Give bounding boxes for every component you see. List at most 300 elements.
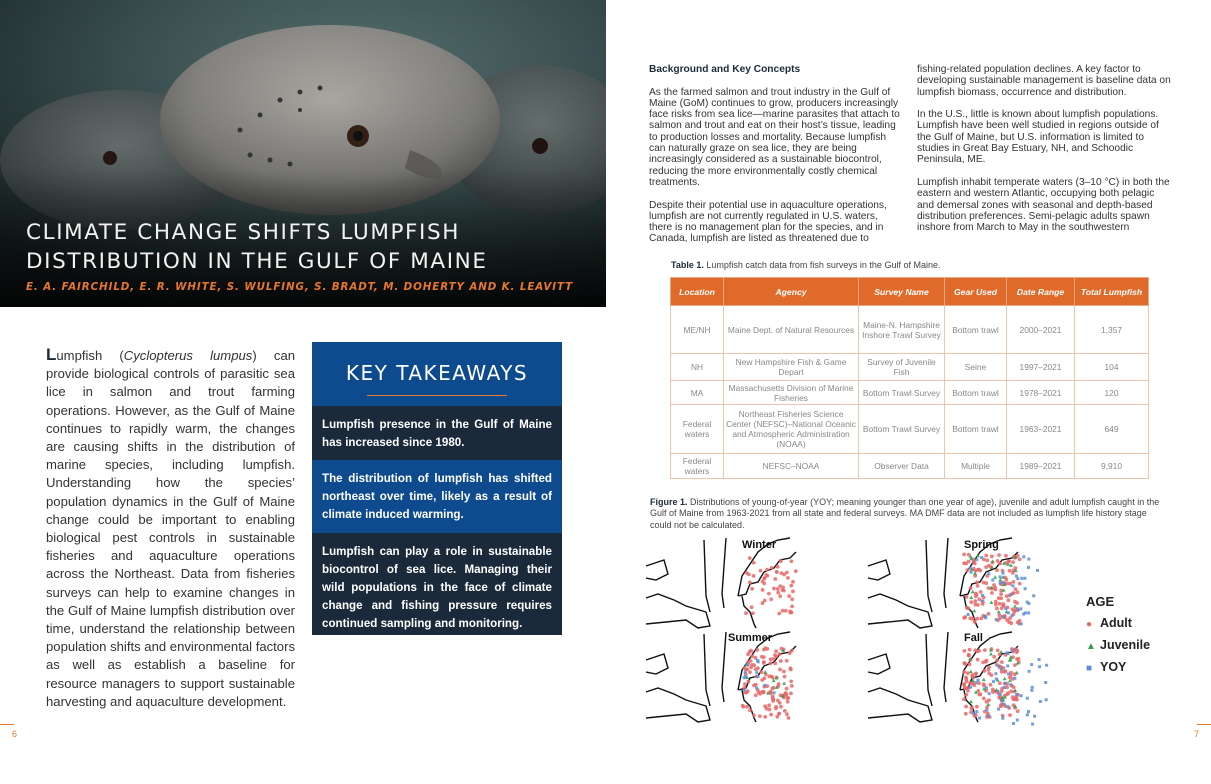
catch-point — [981, 594, 984, 597]
catch-point — [995, 607, 999, 611]
catch-point — [1036, 569, 1039, 572]
catch-point — [976, 584, 980, 588]
catch-point — [776, 587, 780, 591]
table-cell: NEFSC–NOAA — [724, 454, 859, 479]
catch-point — [1007, 672, 1010, 675]
catch-point — [773, 662, 777, 666]
catch-point — [1012, 649, 1015, 652]
age-legend — [1086, 594, 1150, 679]
catch-point — [965, 680, 969, 684]
table-row — [671, 454, 1149, 479]
legend-label-adult: Adult — [1100, 616, 1132, 630]
catch-point — [762, 661, 766, 665]
catch-point — [994, 603, 998, 607]
intro-paragraph — [46, 346, 295, 711]
catch-point — [769, 713, 773, 717]
catch-point — [790, 559, 794, 563]
table-cell: Bottom Trawl Survey — [859, 381, 945, 405]
catch-point — [990, 554, 994, 558]
catch-point — [778, 594, 782, 598]
catch-point — [977, 679, 980, 682]
catch-point — [1016, 609, 1019, 612]
right-page — [606, 0, 1211, 784]
catch-point — [1031, 686, 1034, 689]
catch-point — [972, 712, 975, 715]
table-cell: Seine — [945, 354, 1007, 381]
catch-point — [996, 649, 1000, 653]
catch-point — [969, 670, 973, 674]
catch-point — [1027, 611, 1030, 614]
catch-point — [966, 606, 970, 610]
catch-point — [991, 688, 995, 692]
catch-point — [1038, 665, 1041, 668]
catch-point — [1015, 575, 1018, 578]
table-cell: Bottom trawl — [945, 381, 1007, 405]
catch-point — [963, 662, 967, 666]
header-gear-used: Gear Used — [945, 278, 1007, 306]
catch-point — [785, 712, 789, 716]
catch-point — [1004, 682, 1007, 685]
catch-point — [767, 592, 771, 596]
catch-point — [760, 670, 764, 674]
coastline-outline — [646, 538, 796, 628]
catch-point — [981, 602, 985, 606]
hero-photo — [0, 0, 606, 307]
legend-label-yoy: YOY — [1100, 660, 1127, 674]
catch-point — [782, 589, 786, 593]
catch-point — [983, 669, 987, 673]
catch-point — [979, 617, 983, 621]
catch-point — [963, 649, 967, 653]
catch-point — [773, 653, 777, 657]
catch-point — [968, 648, 972, 652]
catch-point — [748, 708, 752, 712]
catch-point — [1003, 669, 1007, 673]
catch-point — [763, 715, 767, 719]
catch-point — [765, 568, 769, 572]
catch-point — [974, 672, 978, 676]
catch-point — [988, 692, 991, 695]
catch-point — [749, 666, 753, 670]
table-cell: Bottom Trawl Survey — [859, 405, 945, 454]
catch-point — [1018, 582, 1022, 586]
catch-point — [995, 568, 999, 572]
catch-point — [752, 663, 756, 667]
catch-point — [1022, 613, 1025, 616]
catch-point — [1022, 555, 1025, 558]
juvenile-triangle-icon: ▲ — [1086, 641, 1096, 652]
drop-cap: L — [46, 345, 57, 364]
catch-point — [969, 700, 973, 704]
catch-point — [752, 574, 756, 578]
catch-point — [987, 612, 991, 616]
catch-point — [1014, 587, 1018, 591]
catch-point — [1027, 558, 1030, 561]
table-cell: 1978–2021 — [1007, 381, 1075, 405]
catch-point — [992, 583, 996, 587]
catch-point — [1019, 607, 1022, 610]
catch-point — [964, 693, 968, 697]
catch-point — [989, 652, 993, 656]
title-underline — [367, 395, 507, 396]
catch-point — [758, 692, 762, 696]
catch-point — [962, 553, 966, 557]
catch-point — [997, 708, 1000, 711]
catch-point — [1020, 622, 1023, 625]
catch-point — [784, 609, 788, 613]
table-cell: 1963–2021 — [1007, 405, 1075, 454]
catch-point — [1006, 705, 1009, 708]
catch-point — [1003, 703, 1006, 706]
catch-point — [1028, 670, 1031, 673]
catch-point — [746, 652, 750, 656]
catch-point — [969, 567, 972, 570]
catch-point — [743, 676, 746, 679]
catch-point — [975, 593, 979, 597]
catch-point — [789, 692, 793, 696]
catch-point — [1001, 717, 1004, 720]
catch-point — [978, 692, 982, 696]
catch-point — [763, 646, 767, 650]
catch-point — [964, 712, 968, 716]
table-row — [671, 354, 1149, 381]
catch-point — [1002, 572, 1005, 575]
table-cell: New Hampshire Fish & Game Depart — [724, 354, 859, 381]
catch-point — [777, 682, 781, 686]
table-cell: 120 — [1075, 381, 1149, 405]
figure-caption-text: Distributions of young-of-year (YOY; meaning younger than one year of age), juvenile and adult lumpfish caught in the Gulf of Maine from 1963-2021 from all state and federal surveys. MA DMF data are not included as lumpfish life history stage could not be calculated. — [650, 497, 1160, 530]
catch-point — [770, 566, 774, 570]
text-column-1 — [649, 64, 903, 256]
catch-point — [782, 681, 786, 685]
catch-point — [1011, 607, 1015, 611]
catch-point — [763, 599, 767, 603]
catch-point — [1024, 587, 1027, 590]
catch-point — [991, 579, 994, 582]
catch-point — [1020, 577, 1023, 580]
table-caption-label: Table 1. — [671, 260, 704, 270]
catch-point — [982, 678, 986, 682]
catch-point — [763, 704, 767, 708]
table-cell: Massachusetts Division of Marine Fisheries — [724, 381, 859, 405]
catch-point — [999, 693, 1002, 696]
catch-point — [1010, 614, 1013, 617]
catch-point — [1023, 577, 1026, 580]
catch-point — [985, 659, 989, 663]
table-cell: Maine-N. Hampshire Inshore Trawl Survey — [859, 306, 945, 354]
catch-point — [772, 657, 776, 661]
header-survey-name: Survey Name — [859, 278, 945, 306]
catch-point — [997, 596, 1001, 600]
table-cell: Northeast Fisheries Science Center (NEFSC)–National Oceanic and Atmospheric Administration (NOAA) — [724, 405, 859, 454]
map-fall — [868, 632, 1048, 726]
catch-point — [1012, 697, 1016, 701]
catch-point — [971, 590, 975, 594]
catch-point — [779, 705, 783, 709]
catch-point — [1003, 581, 1006, 584]
paragraph-habitat: Lumpfish inhabit temperate waters (3–10 °C) in both the eastern and western Atlantic, occupying both pelagic and demersal zones with seasonal and depth-based distribution preferences. Semi-pelagic adults spawn inshore from March to May in the southwestern — [917, 176, 1170, 234]
catch-point — [976, 568, 980, 572]
header-date-range: Date Range — [1007, 278, 1075, 306]
catch-point — [1015, 693, 1018, 696]
catch-point — [774, 649, 778, 653]
catch-point — [750, 587, 754, 591]
catch-point — [979, 590, 983, 594]
catch-point — [763, 684, 766, 687]
takeaway-2: The distribution of lumpfish has shifted northeast over time, likely as a result of climate induced warming. — [312, 460, 562, 533]
catch-point — [1027, 566, 1030, 569]
catch-point — [975, 710, 978, 713]
catch-point — [997, 553, 1001, 557]
catch-point — [970, 706, 974, 710]
catch-point — [1045, 664, 1048, 667]
catch-point — [1005, 692, 1009, 696]
catch-point — [1015, 649, 1019, 653]
catch-point — [756, 666, 760, 670]
catch-point — [1012, 722, 1015, 725]
catch-point — [995, 659, 999, 663]
catch-point — [1013, 677, 1016, 680]
text-column-2 — [917, 64, 1171, 245]
catch-point — [980, 556, 983, 559]
catch-point — [786, 700, 790, 704]
intro-text-body: ) can provide biological controls of parasitic sea lice in salmon and trout farming operations. However, as the Gulf of Maine continues to rapidly warm, the changes are causing shifts in the distribution of marine species, including lumpfish. Understanding how the species’ population dynamics in the Gulf of Maine change could be important to enabling biological pest controls in sustainable fisheries and aquaculture operations across the Northeast. Data from fisheries surveys can help to examine changes in the Gulf of Maine lumpfish distribution over time, understand the relationship between population shifts and environmental factors as well as establish a baseline for resource managers to support sustainable harvesting and aquaculture development. — [46, 348, 296, 709]
catch-point — [777, 712, 781, 716]
table-cell: Maine Dept. of Natural Resources — [724, 306, 859, 354]
figure-caption — [650, 497, 1170, 531]
table-cell: 2000–2021 — [1007, 306, 1075, 354]
catch-point — [1032, 594, 1035, 597]
paragraph-regulation: Despite their potential use in aquaculture operations, lumpfish are not currently regulated in U.S. waters, there is no management plan for the species, and in Canada, lumpfish are listed as threatened due to — [649, 199, 887, 245]
takeaway-3: Lumpfish can play a role in sustainable biocontrol of sea lice. Managing their wild populations in the face of climate change and fishing pressure requires continued sampling and monitoring. — [312, 533, 562, 635]
table-cell: Survey of Juvenile Fish — [859, 354, 945, 381]
table-cell: Observer Data — [859, 454, 945, 479]
catch-point — [752, 561, 756, 565]
catch-point — [787, 594, 791, 598]
catch-point — [1045, 698, 1048, 701]
catch-point — [764, 573, 768, 577]
catch-point — [1016, 577, 1019, 580]
table-row — [671, 381, 1149, 405]
table-cell: NH — [671, 354, 724, 381]
catch-point — [969, 600, 973, 604]
catch-point — [998, 602, 1002, 606]
catch-point — [1000, 689, 1004, 693]
article-title-line-1: CLIMATE CHANGE SHIFTS LUMPFISH — [26, 220, 460, 245]
catch-point — [1001, 615, 1004, 618]
catch-point — [1005, 578, 1009, 582]
map-label-summer: Summer — [728, 632, 773, 644]
paragraph-us-knowledge: In the U.S., little is known about lumpfish populations. Lumpfish have been well studied in regions outside of the Gulf of Maine, but U.S. information is limited to studies in Great Bay Estuary, NH, and Schoodic Peninsula, ME. — [917, 109, 1159, 166]
catch-point — [969, 596, 973, 600]
catch-point — [997, 664, 1000, 667]
catch-point — [788, 611, 792, 615]
catch-point — [994, 672, 997, 675]
intro-text-start: umpfish ( — [56, 348, 124, 363]
catch-point — [773, 577, 777, 581]
catch-point — [748, 581, 752, 585]
catch-point — [967, 653, 971, 657]
catch-point — [990, 591, 994, 595]
catch-point — [1026, 601, 1029, 604]
catch-point — [747, 680, 751, 684]
table-row — [671, 405, 1149, 454]
catch-point — [1000, 699, 1003, 702]
catch-point — [741, 704, 745, 708]
catch-point — [743, 689, 746, 692]
catch-point — [969, 586, 973, 590]
table-cell: MA — [671, 381, 724, 405]
catch-point — [758, 714, 762, 718]
catch-point — [1009, 621, 1013, 625]
catch-point — [1016, 620, 1020, 624]
catch-point — [755, 687, 758, 690]
catch-point — [995, 677, 998, 680]
catch-point — [786, 576, 790, 580]
coastline-outline — [868, 538, 1018, 628]
catch-point — [755, 648, 759, 652]
catch-point — [1008, 582, 1012, 586]
catch-point — [975, 558, 978, 561]
paragraph-baseline: fishing-related population declines. A key factor to developing sustainable management is baseline data on lumpfish biomass, occurrence and distribution. — [917, 64, 1171, 98]
catch-point — [1015, 657, 1019, 661]
catch-point — [1038, 658, 1041, 661]
catch-point — [962, 683, 966, 687]
catch-point — [993, 575, 997, 579]
catch-point — [987, 715, 990, 718]
catch-point — [750, 605, 754, 609]
takeaway-1: Lumpfish presence in the Gulf of Maine has increased since 1980. — [312, 406, 562, 460]
table-caption — [671, 260, 940, 270]
catch-point — [1007, 598, 1011, 602]
catch-point — [965, 595, 969, 599]
catch-point — [789, 680, 793, 684]
catch-point — [976, 658, 980, 662]
catch-point — [752, 713, 756, 717]
catch-point — [974, 603, 978, 607]
article-title — [26, 218, 586, 276]
table-cell: 9,910 — [1075, 454, 1149, 479]
table-row — [671, 306, 1149, 354]
catch-point — [756, 675, 759, 678]
catch-point — [987, 572, 990, 575]
catch-point — [770, 675, 774, 679]
catch-point — [1039, 700, 1042, 703]
catch-point — [999, 575, 1002, 578]
catch-point — [762, 676, 766, 680]
catch-point — [776, 591, 780, 595]
catch-point — [783, 709, 787, 713]
catch-point — [992, 680, 995, 683]
catch-point — [743, 666, 747, 670]
catch-point — [1026, 713, 1029, 716]
legend-item-juvenile — [1086, 635, 1150, 657]
catch-point — [778, 652, 782, 656]
catch-point — [754, 693, 758, 697]
catch-point — [984, 565, 988, 569]
article-title-line-2: DISTRIBUTION IN THE GULF OF MAINE — [26, 249, 488, 274]
catch-point — [985, 686, 988, 689]
table-cell: Multiple — [945, 454, 1007, 479]
catch-point — [776, 565, 780, 569]
lumpfish-catch-table — [670, 277, 1149, 479]
catch-point — [761, 588, 765, 592]
catch-point — [1020, 694, 1023, 697]
catch-point — [975, 580, 979, 584]
catch-point — [989, 683, 993, 687]
table-cell: Bottom trawl — [945, 306, 1007, 354]
catch-point — [782, 670, 786, 674]
catch-point — [987, 586, 991, 590]
map-spring — [868, 538, 1039, 628]
catch-point — [967, 560, 971, 564]
table-cell: ME/NH — [671, 306, 724, 354]
table-cell: 104 — [1075, 354, 1149, 381]
catch-point — [1031, 723, 1034, 726]
catch-point — [761, 580, 765, 584]
catch-point — [788, 651, 792, 655]
catch-point — [978, 717, 981, 720]
catch-point — [1018, 557, 1022, 561]
page-number-rule — [1197, 724, 1211, 725]
catch-point — [744, 671, 747, 674]
catch-point — [1044, 681, 1047, 684]
catch-point — [1007, 559, 1011, 563]
catch-point — [1015, 601, 1019, 605]
catch-point — [962, 697, 966, 701]
catch-point — [789, 584, 793, 588]
header-total-lumpfish: Total Lumpfish — [1075, 278, 1149, 306]
catch-point — [1012, 580, 1016, 584]
author-list: E. A. FAIRCHILD, E. R. WHITE, S. WULFING, S. BRADT, M. DOHERTY AND K. LEAVITT — [26, 281, 574, 293]
catch-point — [785, 687, 789, 691]
catch-point — [972, 560, 976, 564]
table-cell: Bottom trawl — [945, 405, 1007, 454]
catch-point — [996, 690, 999, 693]
catch-point — [972, 609, 976, 613]
catch-point — [982, 697, 986, 701]
catch-point — [966, 689, 970, 693]
catch-point — [790, 597, 794, 601]
table-caption-text: Lumpfish catch data from fish surveys in the Gulf of Maine. — [703, 260, 941, 270]
catch-point — [754, 683, 758, 687]
map-label-spring: Spring — [964, 539, 999, 551]
catch-point — [751, 611, 755, 615]
catch-point — [1008, 569, 1012, 573]
catch-point — [975, 681, 978, 684]
table-cell: 649 — [1075, 405, 1149, 454]
table-cell: Federal waters — [671, 454, 724, 479]
catch-point — [998, 613, 1002, 617]
catch-point — [1033, 715, 1036, 718]
catch-point — [996, 559, 1000, 563]
catch-point — [1007, 611, 1010, 614]
catch-point — [1000, 668, 1003, 671]
catch-point — [777, 612, 781, 616]
catch-point — [744, 611, 748, 615]
catch-point — [746, 663, 749, 666]
legend-title: AGE — [1086, 594, 1115, 609]
catch-point — [1016, 719, 1019, 722]
key-takeaways-header — [312, 342, 562, 406]
page-number-left: 6 — [12, 729, 18, 739]
catch-point — [968, 681, 972, 685]
catch-point — [976, 554, 980, 558]
map-label-fall: Fall — [964, 632, 983, 644]
catch-point — [769, 597, 773, 601]
catch-point — [1003, 686, 1006, 689]
catch-point — [985, 559, 989, 563]
